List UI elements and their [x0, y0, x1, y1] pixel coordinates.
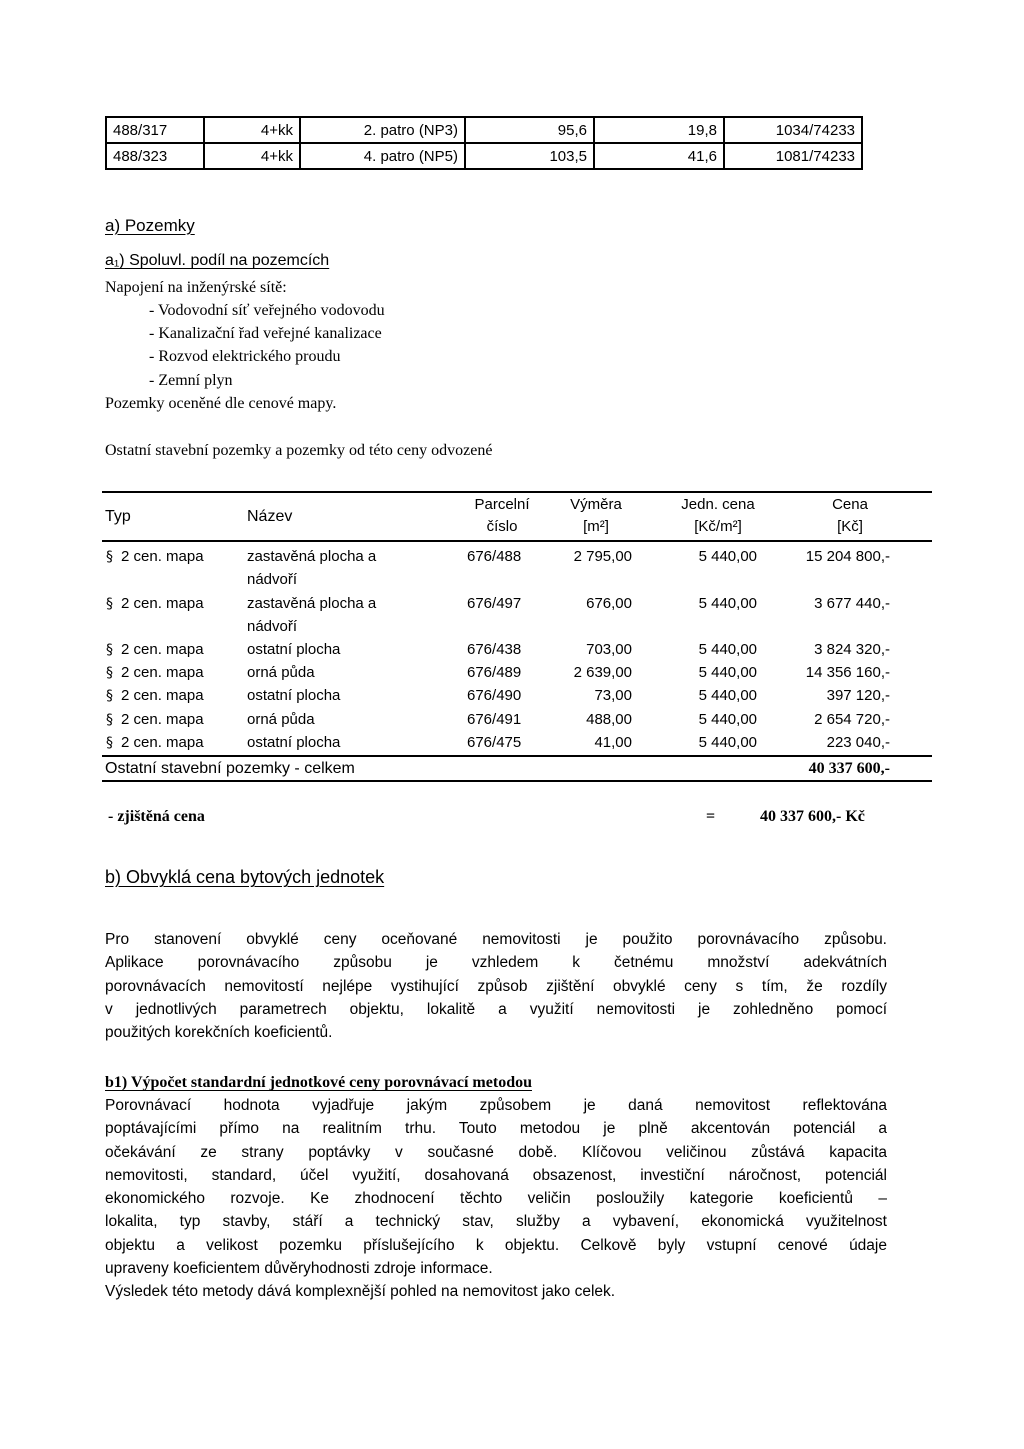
- connection-item: - Rozvod elektrického proudu: [149, 348, 341, 365]
- section-sign: §: [106, 596, 113, 612]
- found-price-equals: =: [706, 808, 716, 825]
- unit-layout: 4+kk: [204, 117, 300, 143]
- paragraph-line: upraveny koeficientem důvěryhodnosti zdroje informace.: [105, 1260, 493, 1278]
- connection-item: - Vodovodní síť veřejného vodovodu: [149, 302, 385, 319]
- row-nazev: ostatní plocha: [247, 641, 341, 658]
- connection-item: - Zemní plyn: [149, 372, 233, 389]
- row-typ: 2 cen. mapa: [121, 734, 204, 751]
- row-cena: 223 040,-: [826, 734, 890, 751]
- section-sign: §: [106, 735, 113, 751]
- row-jedn-cena: 5 440,00: [698, 595, 757, 612]
- table-rule-body: [102, 755, 932, 757]
- table-row: [106, 117, 862, 143]
- row-nazev: orná půda: [247, 711, 315, 728]
- section-sign: §: [106, 688, 113, 704]
- paragraph-line-final: Výsledek této metody dává komplexnější pohled na nemovitost jako celek.: [105, 1283, 616, 1301]
- section-a1-heading: a₁) Spoluvl. podíl na pozemcích: [105, 252, 330, 269]
- row-nazev-2: nádvoří: [247, 618, 298, 635]
- row-jedn-cena: 5 440,00: [698, 641, 757, 658]
- row-vymera: 41,00: [594, 734, 632, 751]
- unit-extra-area: 41,6: [594, 143, 724, 169]
- paragraph-line: očekávání ze strany poptávky v současné době. Klíčovou veličinou zůstává kapacita: [105, 1143, 887, 1161]
- paragraph-line: Porovnávací hodnota vyjadřuje jakým způsobem je daná nemovitost reflektována: [105, 1097, 887, 1114]
- row-typ: 2 cen. mapa: [121, 711, 204, 728]
- paragraph-line: lokalita, typ stavby, stáří a technický stav, služby a vybavení, ekonomická využitelnost: [105, 1213, 887, 1231]
- row-vymera: 2 795,00: [573, 548, 632, 565]
- section-b1-paragraph: [105, 1094, 887, 1304]
- paragraph-line: použitých korekčních koeficientů.: [105, 1024, 333, 1042]
- paragraph-line: objektu a velikost pozemku příslušejícího k objektu. Celkově byly vstupní cenové údaje: [105, 1236, 887, 1254]
- section-sign: §: [106, 642, 113, 658]
- header-nazev: Název: [247, 508, 293, 525]
- header-typ: Typ: [105, 508, 131, 525]
- table-row: [106, 143, 862, 169]
- section-b1-heading: b1) Výpočet standardní jednotkové ceny porovnávací metodou: [105, 1074, 532, 1091]
- row-typ: 2 cen. mapa: [121, 595, 204, 612]
- row-typ: 2 cen. mapa: [121, 687, 204, 704]
- row-typ: 2 cen. mapa: [121, 664, 204, 681]
- section-b-paragraph: [105, 928, 887, 1044]
- row-cena: 3 824 320,-: [814, 641, 890, 658]
- row-jedn-cena: 5 440,00: [698, 734, 757, 751]
- row-parcel: 676/491: [467, 711, 522, 728]
- header-vymera: Výměra: [570, 496, 622, 513]
- header-parcelni: Parcelní: [474, 496, 530, 513]
- row-cena: 15 204 800,-: [805, 548, 890, 565]
- row-typ: 2 cen. mapa: [121, 641, 204, 658]
- row-jedn-cena: 5 440,00: [698, 664, 757, 681]
- header-vymera-unit: [m²]: [583, 518, 609, 535]
- row-jedn-cena: 5 440,00: [698, 687, 757, 704]
- row-vymera: 676,00: [586, 595, 632, 612]
- row-vymera: 703,00: [586, 641, 632, 658]
- header-cena-unit: [Kč]: [837, 518, 863, 535]
- unit-share: 1081/74233: [724, 143, 862, 169]
- row-cena: 3 677 440,-: [814, 595, 890, 612]
- valuation-note: Pozemky oceněné dle cenové mapy.: [105, 395, 337, 412]
- row-nazev: ostatní plocha: [247, 687, 341, 704]
- table-rule-bottom: [102, 780, 932, 782]
- row-parcel: 676/475: [467, 734, 522, 751]
- unit-floor: 2. patro (NP3): [300, 117, 465, 143]
- row-nazev: zastavěná plocha a: [247, 595, 377, 612]
- total-label: Ostatní stavební pozemky - celkem: [105, 760, 355, 777]
- section-sign: §: [106, 712, 113, 728]
- header-jedn-cena-unit: [Kč/m²]: [694, 518, 742, 535]
- row-nazev: ostatní plocha: [247, 734, 341, 751]
- paragraph-line: porovnávacích nemovitostí nejlépe vystihující způsob zjištění obvyklé ceny s tím, že rozdíly: [105, 977, 887, 995]
- row-parcel: 676/497: [467, 595, 522, 612]
- table-rule-top: [102, 491, 932, 493]
- unit-area: 103,5: [465, 143, 594, 169]
- paragraph-line: v jednotlivých parametrech objektu, lokalitě a využití nemovitosti je zohledněno pomocí: [105, 1000, 887, 1018]
- row-cena: 2 654 720,-: [814, 711, 890, 728]
- paragraph-line: nemovitosti, standard, účel využití, dosahovaná obsazenost, investiční náročnost, potenciál: [105, 1166, 887, 1184]
- paragraph-line: Aplikace porovnávacího způsobu je vzhledem k četnému množství adekvátních: [105, 954, 887, 972]
- found-price-label: - zjištěná cena: [108, 808, 205, 825]
- row-nazev: zastavěná plocha a: [247, 548, 377, 565]
- header-cena: Cena: [832, 496, 868, 513]
- unit-share: 1034/74233: [724, 117, 862, 143]
- row-vymera: 488,00: [586, 711, 632, 728]
- table-rule-header: [102, 540, 932, 542]
- section-b-heading: b) Obvyklá cena bytových jednotek: [105, 867, 385, 887]
- connection-item: - Kanalizační řad veřejné kanalizace: [149, 325, 382, 342]
- total-value: 40 337 600,-: [808, 760, 890, 777]
- land-table-title: Ostatní stavební pozemky a pozemky od této ceny odvozené: [105, 442, 493, 459]
- section-sign: §: [106, 549, 113, 565]
- units-table: [105, 116, 863, 170]
- unit-number: 488/323: [106, 143, 204, 169]
- paragraph-line: poptávajícími přímo na realitním trhu. Touto metodou je plně akcentován potenciál a: [105, 1120, 887, 1138]
- row-typ: 2 cen. mapa: [121, 548, 204, 565]
- row-parcel: 676/438: [467, 641, 522, 658]
- found-price-value: 40 337 600,- Kč: [760, 808, 865, 825]
- row-jedn-cena: 5 440,00: [698, 548, 757, 565]
- row-cena: 397 120,-: [826, 687, 890, 704]
- unit-area: 95,6: [465, 117, 594, 143]
- unit-number: 488/317: [106, 117, 204, 143]
- row-nazev: orná půda: [247, 664, 315, 681]
- unit-floor: 4. patro (NP5): [300, 143, 465, 169]
- row-vymera: 73,00: [594, 687, 632, 704]
- row-parcel: 676/490: [467, 687, 522, 704]
- section-sign: §: [106, 665, 113, 681]
- header-cislo: číslo: [486, 518, 518, 535]
- section-a-heading: a) Pozemky: [105, 216, 195, 235]
- paragraph-line: ekonomického rozvoje. Ke zhodnocení těchto veličin posloužily kategorie koeficientů –: [105, 1190, 887, 1208]
- row-parcel: 676/489: [467, 664, 522, 681]
- connections-label: Napojení na inženýrské sítě:: [105, 279, 287, 296]
- row-jedn-cena: 5 440,00: [698, 711, 757, 728]
- row-vymera: 2 639,00: [573, 664, 632, 681]
- row-cena: 14 356 160,-: [805, 664, 890, 681]
- paragraph-line: Pro stanovení obvyklé ceny oceňované nemovitosti je použito porovnávacího způsobu.: [105, 931, 887, 948]
- unit-extra-area: 19,8: [594, 117, 724, 143]
- row-parcel: 676/488: [467, 548, 522, 565]
- header-jedn-cena: Jedn. cena: [681, 496, 755, 513]
- unit-layout: 4+kk: [204, 143, 300, 169]
- row-nazev-2: nádvoří: [247, 571, 298, 588]
